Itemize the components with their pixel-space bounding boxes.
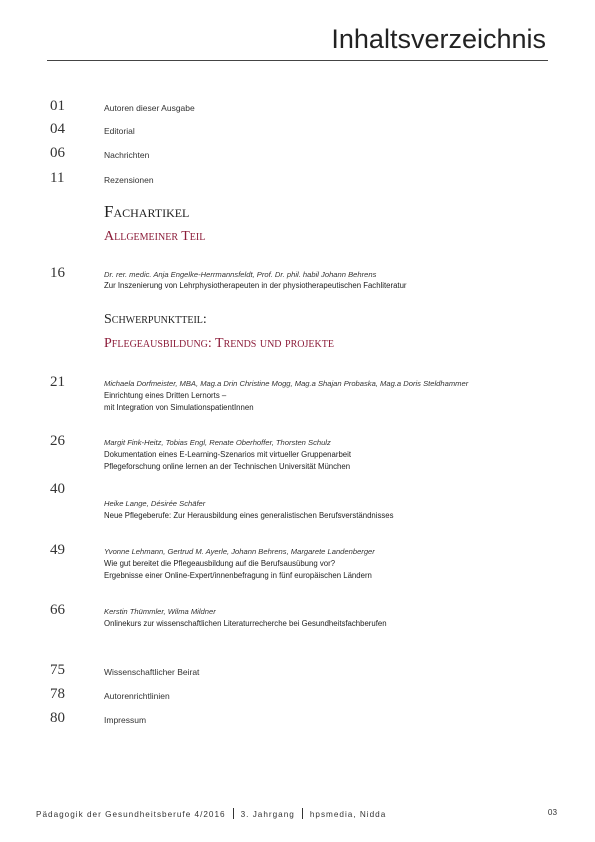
entry-authors: Heike Lange, Désirée Schäfer — [104, 499, 206, 508]
entry-title-line[interactable]: Dokumentation eines E-Learning-Szenarios mit virtueller Gruppenarbeit — [104, 450, 352, 459]
entry-page-number: 16 — [50, 265, 65, 281]
entry-authors: Kerstin Thümmler, Wilma Mildner — [104, 607, 216, 616]
page-title: Inhaltsverzeichnis — [331, 24, 546, 54]
entry-title-line[interactable]: Einrichtung eines Dritten Lernorts – — [104, 391, 227, 400]
entry-authors: Dr. rer. medic. Anja Engelke-Herrmannsfeldt, Prof. Dr. phil. habil Johann Behrens — [104, 270, 377, 279]
section-subheading-allgemeiner-teil: Allgemeiner Teil — [104, 229, 206, 244]
entry-page-number: 78 — [50, 686, 65, 702]
entry-label[interactable]: Wissenschaftlicher Beirat — [104, 667, 200, 677]
entry-authors: Michaela Dorfmeister, MBA, Mag.a Drin Christine Mogg, Mag.a Shajan Probaska, Mag.a Doris Steldhammer — [104, 379, 469, 388]
entry-title-line[interactable]: Neue Pflegeberufe: Zur Herausbildung eines generalistischen Berufsverständnisses — [104, 511, 394, 520]
entry-label[interactable]: Rezensionen — [104, 175, 154, 185]
entry-page-number: 21 — [50, 374, 65, 390]
entry-page-number: 80 — [50, 710, 65, 726]
entry-title-line[interactable]: Pflegeforschung online lernen an der Technischen Universität München — [104, 462, 351, 471]
section-subheading-pflegeausbildung: Pflegeausbildung: Trends und projekte — [104, 336, 334, 351]
entry-title-line[interactable]: Wie gut bereitet die Pflegeausbildung auf die Berufsausübung vor? — [104, 559, 336, 568]
entry-label[interactable]: Autoren dieser Ausgabe — [104, 103, 195, 113]
entry-title-line[interactable]: Onlinekurs zur wissenschaftlichen Literaturrecherche bei Gesundheitsfachberufen — [104, 619, 387, 628]
entry-authors: Margit Fink-Heitz, Tobias Engl, Renate Oberhoffer, Thorsten Schulz — [104, 438, 331, 447]
section-heading-fachartikel: Fachartikel — [104, 202, 190, 221]
footer-volume: 3. Jahrgang — [240, 810, 295, 819]
title-divider — [47, 60, 548, 61]
entry-page-number: 40 — [50, 481, 65, 497]
entry-page-number: 11 — [50, 170, 65, 186]
entry-label[interactable]: Editorial — [104, 126, 135, 136]
entry-page-number: 04 — [50, 121, 65, 137]
entry-title-line[interactable]: mit Integration von SimulationspatientInnen — [104, 403, 254, 412]
entry-authors: Yvonne Lehmann, Gertrud M. Ayerle, Johann Behrens, Margarete Landenberger — [104, 547, 375, 556]
entry-page-number: 49 — [50, 542, 65, 558]
entry-page-number: 01 — [50, 98, 65, 114]
footer-journal: Pädagogik der Gesundheitsberufe 4/2016 — [36, 810, 226, 819]
entry-label[interactable]: Impressum — [104, 715, 147, 725]
footer-publisher: hpsmedia, Nidda — [309, 810, 387, 819]
footer-separator — [302, 808, 303, 819]
footer-separator — [233, 808, 234, 819]
entry-page-number: 75 — [50, 662, 65, 678]
entry-label[interactable]: Autorenrichtlinien — [104, 691, 170, 701]
entry-label[interactable]: Nachrichten — [104, 150, 150, 160]
entry-title-line[interactable]: Ergebnisse einer Online-Expert/innenbefragung in fünf europäischen Ländern — [104, 571, 372, 580]
entry-page-number: 26 — [50, 433, 65, 449]
entry-title[interactable]: Zur Inszenierung von Lehrphysiotherapeuten in der physiotherapeutischen Fachliteratur — [104, 281, 407, 290]
entry-page-number: 06 — [50, 145, 65, 161]
footer-page-number: 03 — [547, 808, 557, 817]
section-heading-schwerpunktteil: Schwerpunktteil: — [104, 312, 207, 327]
entry-page-number: 66 — [50, 602, 65, 618]
footer-info — [36, 808, 386, 819]
page-footer — [0, 808, 595, 822]
